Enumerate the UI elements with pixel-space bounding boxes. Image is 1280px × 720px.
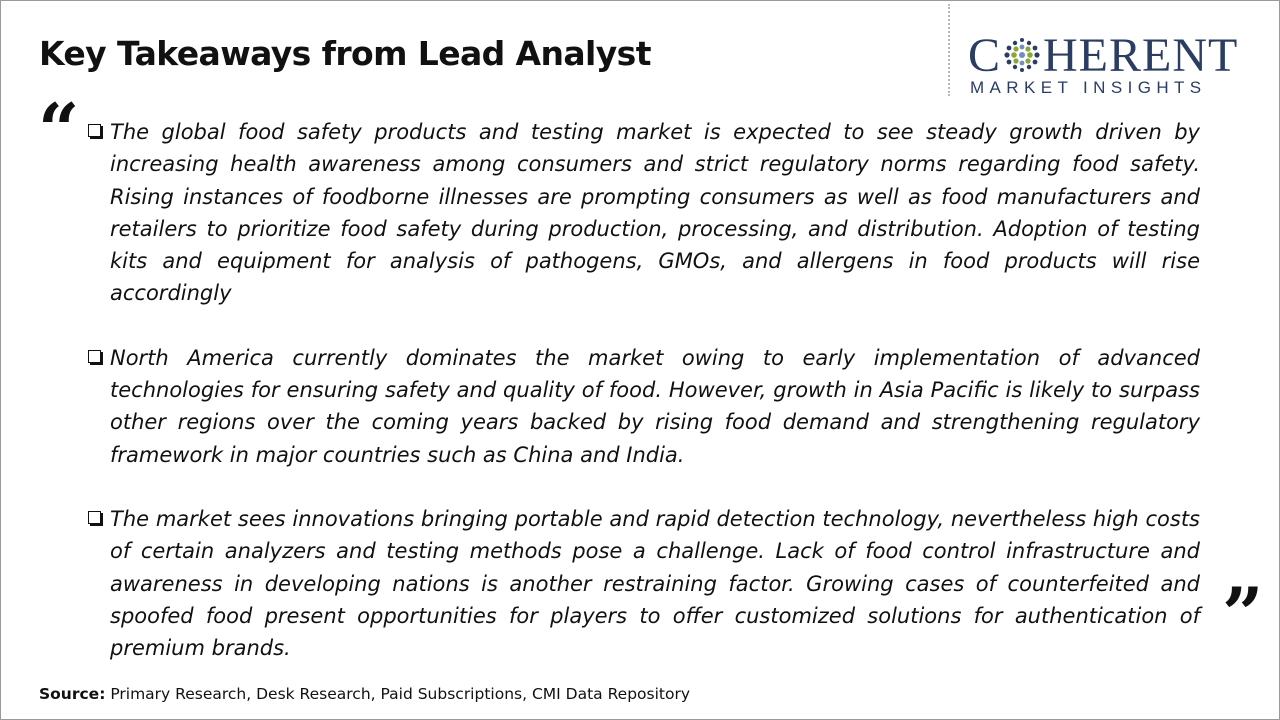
dotted-globe-icon [1002,37,1042,73]
checkbox-bullet-icon [88,124,101,137]
takeaway-text: North America currently dominates the market owing to early implementation of advanced technologies for ensuring safety and quality of food. However, growth in Asia Pacific is likely to surpass other regions over the coming years backed by rising food demand and strengthening regulatory framework in major countries such as China and India. [110,345,1200,467]
logo-wordmark [968,30,1238,82]
coherent-logo [968,30,1260,100]
checkbox-bullet-icon [88,511,101,524]
open-quote-mark: “ [38,87,80,172]
close-quote-mark: ” [1222,571,1264,656]
logo-letter-c: C [968,29,1002,82]
checkbox-bullet-icon [88,350,101,363]
source-note [39,685,690,703]
takeaway-item [86,342,1200,471]
logo-tagline: MARKET INSIGHTS [970,78,1207,97]
takeaways-list [86,116,1200,664]
source-text: Primary Research, Desk Research, Paid Subscriptions, CMI Data Repository [105,685,691,703]
takeaway-item [86,503,1200,664]
source-label: Source: [39,685,106,703]
slide-title: Key Takeaways from Lead Analyst [39,34,651,73]
takeaway-text: The global food safety products and testing market is expected to see steady growth driven by increasing health awareness among consumers and strict regulatory norms regarding food safety. Rising instances of foodborne illnesses are prompting consumers as well as food manufacturers and retailers to prioritize food safety during production, processing, and distribution. Adoption of testing kits and equipment for analysis of pathogens, GMOs, and allergens in food products will rise accordingly [110,120,1200,306]
header-divider [948,4,950,96]
takeaway-item [86,116,1200,310]
takeaway-text: The market sees innovations bringing portable and rapid detection technology, nevertheless high costs of certain analyzers and testing methods pose a challenge. Lack of food control infrastructure and awareness in developing nations is another restraining factor. Growing cases of counterfeited and spoofed food present opportunities for players to offer customized solutions for authentication of premium brands. [110,506,1200,661]
logo-letters-herent: HERENT [1043,29,1239,82]
